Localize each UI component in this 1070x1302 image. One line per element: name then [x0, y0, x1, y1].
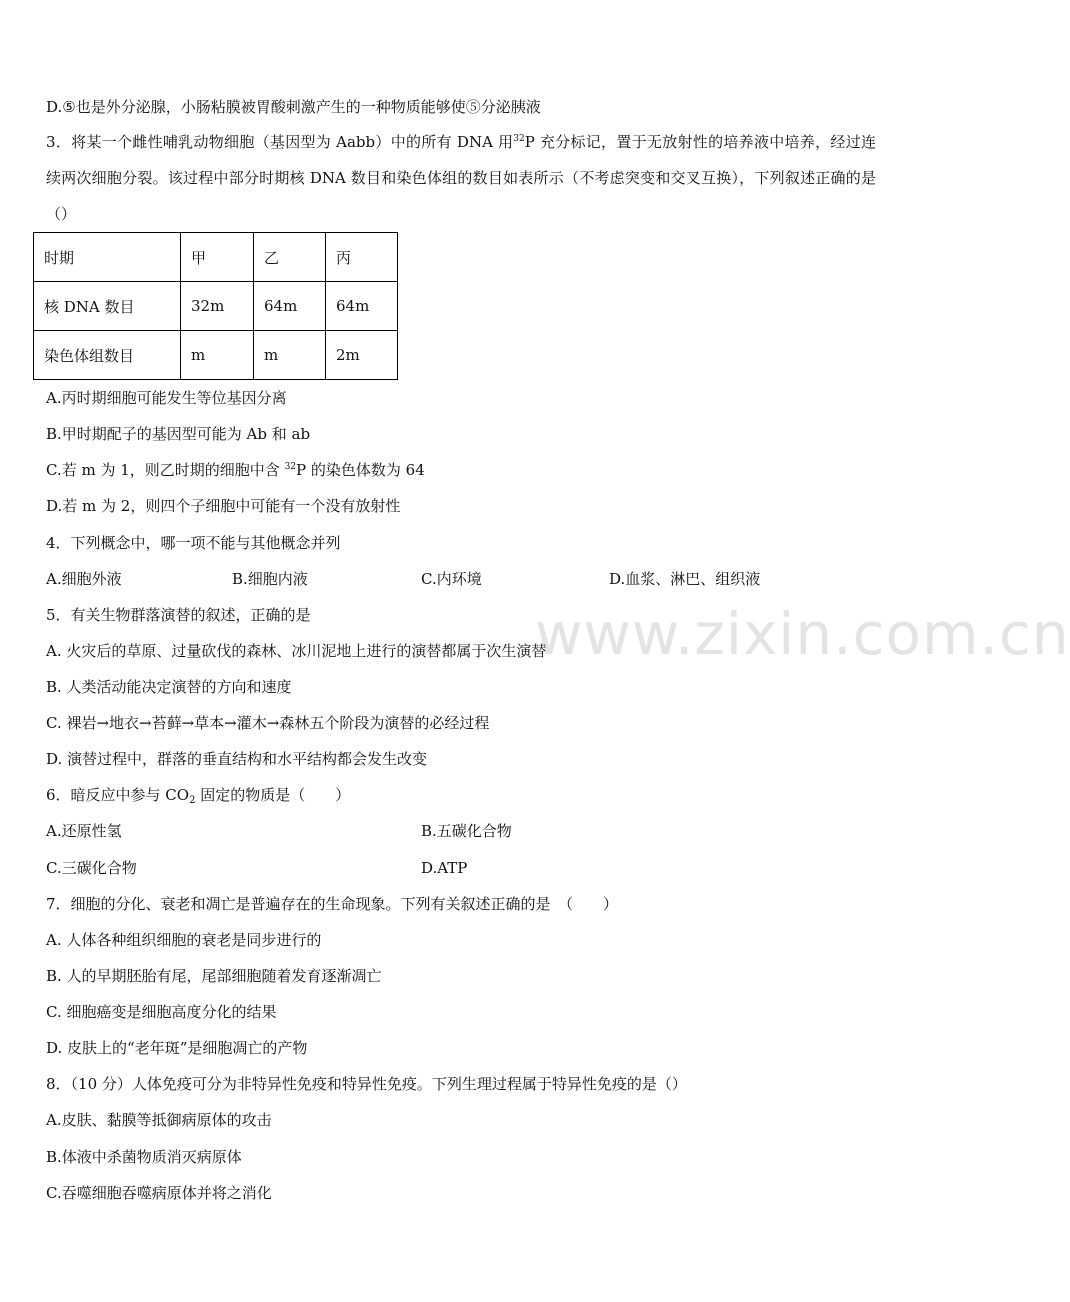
q6-stem: 6．暗反应中参与 $CO_2$ 固定的物质是（ ） [46, 786, 351, 806]
q7-option-c: C. 细胞癌变是细胞高度分化的结果 [46, 1003, 277, 1021]
q7-stem: 7．细胞的分化、衰老和凋亡是普遍存在的生命现象。下列有关叙述正确的是 （ ） [46, 895, 619, 913]
table-row [34, 331, 398, 380]
table-cell: 64m [254, 282, 326, 331]
table-cell: 时期 [34, 233, 181, 282]
table-cell: m [254, 331, 326, 380]
table-cell: 甲 [181, 233, 254, 282]
table-cell: m [181, 331, 254, 380]
table-cell: 染色体组数目 [34, 331, 181, 380]
q7-option-d: D. 皮肤上的“老年斑”是细胞凋亡的产物 [46, 1039, 308, 1057]
q8-stem: 8．（10 分）人体免疫可分为非特异性免疫和特异性免疫。下列生理过程属于特异性免疫的是（） [46, 1075, 687, 1093]
q6-option-a: A.还原性氢 [46, 822, 122, 840]
q3-option-c: C.若 m 为 1，则乙时期的细胞中含 $^{32}$P 的染色体数为 64 [46, 461, 425, 479]
q3-option-b: B.甲时期配子的基因型可能为 Ab 和 ab [46, 425, 311, 443]
q5-option-a: A. 火灾后的草原、过量砍伐的森林、冰川泥地上进行的演替都属于次生演替 [46, 642, 547, 660]
table-cell: 64m [326, 282, 398, 331]
q8-option-b: B.体液中杀菌物质消灭病原体 [46, 1148, 242, 1166]
table-cell: 丙 [326, 233, 398, 282]
q6-option-c: C.三碳化合物 [46, 859, 137, 877]
q4-option-b: B.细胞内液 [232, 570, 308, 588]
q2-option-d: D.⑤也是外分泌腺，小肠粘膜被胃酸刺激产生的一种物质能够使⑤分泌胰液 [46, 98, 541, 116]
q6-option-d: D.ATP [421, 859, 468, 877]
table-cell: 32m [181, 282, 254, 331]
q6-option-b: B.五碳化合物 [421, 822, 512, 840]
watermark: www.zixin.com.cn [535, 600, 1070, 668]
q8-option-a: A.皮肤、黏膜等抵御病原体的攻击 [46, 1111, 272, 1129]
table-cell: 2m [326, 331, 398, 380]
q5-option-c: C. 裸岩→地衣→苔藓→草本→灌木→森林五个阶段为演替的必经过程 [46, 714, 490, 732]
q3-option-d: D.若 m 为 2，则四个子细胞中可能有一个没有放射性 [46, 497, 401, 515]
q8-option-c: C.吞噬细胞吞噬病原体并将之消化 [46, 1184, 272, 1202]
q3-stem: 3．将某一个雌性哺乳动物细胞（基因型为 Aabb）中的所有 DNA 用$^{32}$P 充分标记，置于无放射性的培养液中培养，经过连续两次细胞分裂。该过程中部分时期核 DNA 数目和染色体组的数目如表所示（不考虑突变和交叉互换），下列叙述正确的是（） [46, 133, 876, 223]
q4-option-d: D.血浆、淋巴、组织液 [609, 570, 761, 588]
table-cell: 乙 [254, 233, 326, 282]
q5-option-d: D. 演替过程中，群落的垂直结构和水平结构都会发生改变 [46, 750, 428, 768]
q4-option-c: C.内环境 [421, 570, 482, 588]
q5-option-b: B. 人类活动能决定演替的方向和速度 [46, 678, 292, 696]
q5-stem: 5．有关生物群落演替的叙述，正确的是 [46, 606, 311, 624]
q3-option-a: A.丙时期细胞可能发生等位基因分离 [46, 389, 287, 407]
q7-option-a: A. 人体各种组织细胞的衰老是同步进行的 [46, 931, 322, 949]
table-cell: 核 DNA 数目 [34, 282, 181, 331]
table-row [34, 282, 398, 331]
q4-stem: 4．下列概念中，哪一项不能与其他概念并列 [46, 534, 341, 552]
q7-option-b: B. 人的早期胚胎有尾，尾部细胞随着发育逐渐凋亡 [46, 967, 382, 985]
q3-data-table [33, 232, 398, 380]
table-header-row [34, 233, 398, 282]
q4-option-a: A.细胞外液 [46, 570, 122, 588]
